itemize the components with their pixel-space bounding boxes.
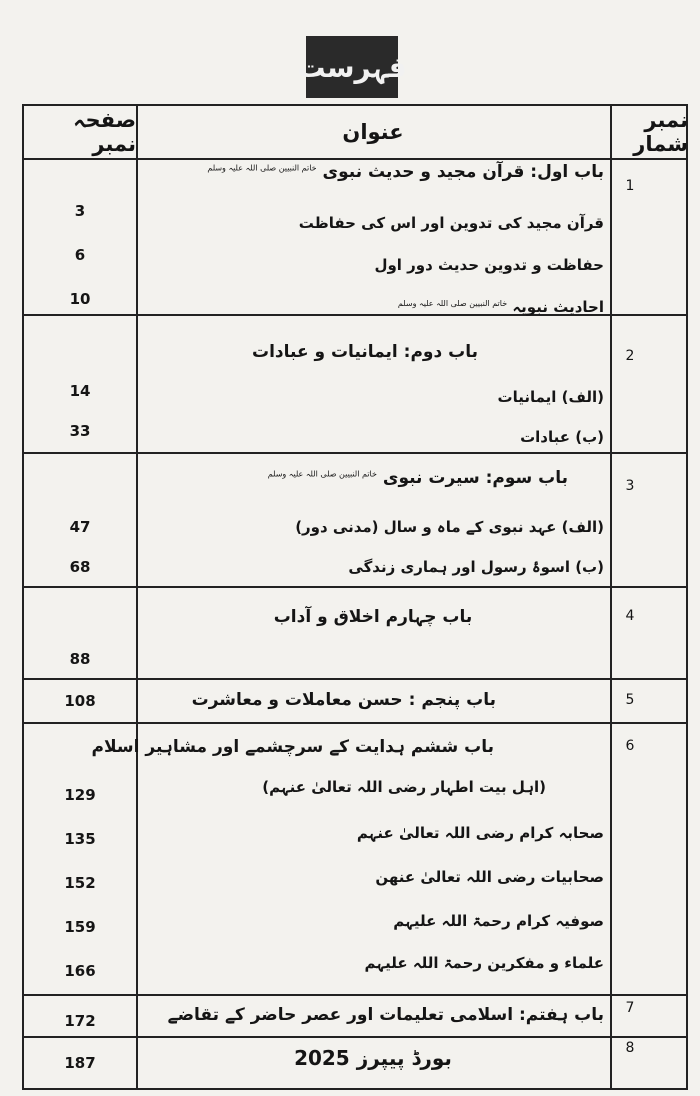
topic-item: صحابہ کرام رضی اللہ تعالیٰ عنہم (356, 824, 604, 842)
section-number: 7 (625, 1000, 635, 1016)
page-number: 135 (64, 830, 96, 848)
row-divider (24, 994, 686, 996)
page-number: 14 (69, 382, 91, 400)
page-number: 6 (74, 246, 86, 264)
page-number: 152 (64, 874, 96, 892)
page-number: 88 (69, 650, 91, 668)
header-topic: عنوان (342, 120, 404, 144)
page-number: 172 (64, 1012, 96, 1030)
header-serial: نمبر شمار (633, 108, 688, 156)
header-page: صفحہ نمبر (73, 108, 136, 156)
page-number: 129 (64, 786, 96, 804)
row-divider (24, 1036, 686, 1038)
topic-item: قرآن مجید کی تدوین اور اس کی حفاظت (298, 214, 604, 232)
topic-item: علماء و مفکرین رحمۃ اللہ علیہم (364, 954, 604, 972)
topic-item: (الف) عہد نبوی کے ماہ و سال (مدنی دور) (295, 518, 604, 536)
topic-item: (الف) ایمانیات (497, 388, 604, 406)
page-number: 68 (69, 558, 91, 576)
chapter-title: باب ششم ہدایت کے سرچشمے اور مشاہیر اسلام (91, 737, 494, 757)
section-number: 3 (625, 478, 635, 494)
page-number: 3 (74, 202, 86, 220)
row-divider (24, 452, 686, 454)
chapter-title: باب سوم: سیرت نبوی $^{خاتم النبیین صلی اللہ علیہ وسلم}$ (267, 468, 568, 488)
page-number: 166 (64, 962, 96, 980)
honorific-text: خاتم النبیین صلی اللہ علیہ وسلم (207, 163, 317, 173)
page-number: 108 (64, 692, 96, 710)
section-number: 6 (625, 738, 635, 754)
page-number: 47 (69, 518, 91, 536)
topic-item: (ب) اسوۂ رسول اور ہماری زندگی (348, 558, 604, 576)
topic-item: صوفیہ کرام رحمۃ اللہ علیہم (393, 912, 604, 930)
chapter-title: باب دوم: ایمانیات و عبادات (252, 342, 478, 362)
toc-table (22, 104, 688, 1090)
section-number: 8 (625, 1040, 635, 1056)
section-number: 2 (625, 348, 635, 364)
topic-item: (ب) عبادات (520, 428, 604, 446)
chapter-title: باب اول: قرآن مجید و حدیث نبوی $^{خاتم النبیین صلی اللہ علیہ وسلم}$ (207, 162, 604, 182)
page-number: 159 (64, 918, 96, 936)
topic-item: صحابیات رضی اللہ تعالیٰ عنھن (375, 868, 604, 886)
header-divider (24, 158, 686, 160)
row-divider (24, 722, 686, 724)
honorific-text: خاتم النبیین صلی اللہ علیہ وسلم (397, 299, 508, 308)
topic-item: احادیث نبویہ $^{خاتم النبیین صلی اللہ علیہ وسلم}$ (397, 298, 604, 316)
chapter-title: بورڈ پیپرز 2025 (294, 1046, 452, 1070)
section-number: 1 (625, 178, 635, 194)
chapter-title: باب چہارم اخلاق و آداب (273, 607, 473, 627)
page-number: 10 (69, 290, 91, 308)
chapter-title: باب پنجم : حسن معاملات و معاشرت (191, 690, 496, 710)
honorific-text: خاتم النبیین صلی اللہ علیہ وسلم (267, 469, 377, 479)
page-number: 33 (69, 422, 91, 440)
chapter-title: باب ہفتم: اسلامی تعلیمات اور عصر حاضر کے تقاضے (167, 1005, 604, 1025)
row-divider (24, 678, 686, 680)
section-number: 4 (625, 608, 635, 624)
page-title: فہرست (306, 36, 398, 98)
topic-item: (اہل بیت اطہار رضی اللہ تعالیٰ عنہم) (262, 778, 546, 796)
column-divider-serial (610, 106, 612, 1088)
row-divider (24, 586, 686, 588)
column-divider-page (136, 106, 138, 1088)
topic-item: حفاظت و تدوین حدیث دور اول (374, 256, 604, 274)
section-number: 5 (625, 692, 635, 708)
page-number: 187 (64, 1054, 96, 1072)
